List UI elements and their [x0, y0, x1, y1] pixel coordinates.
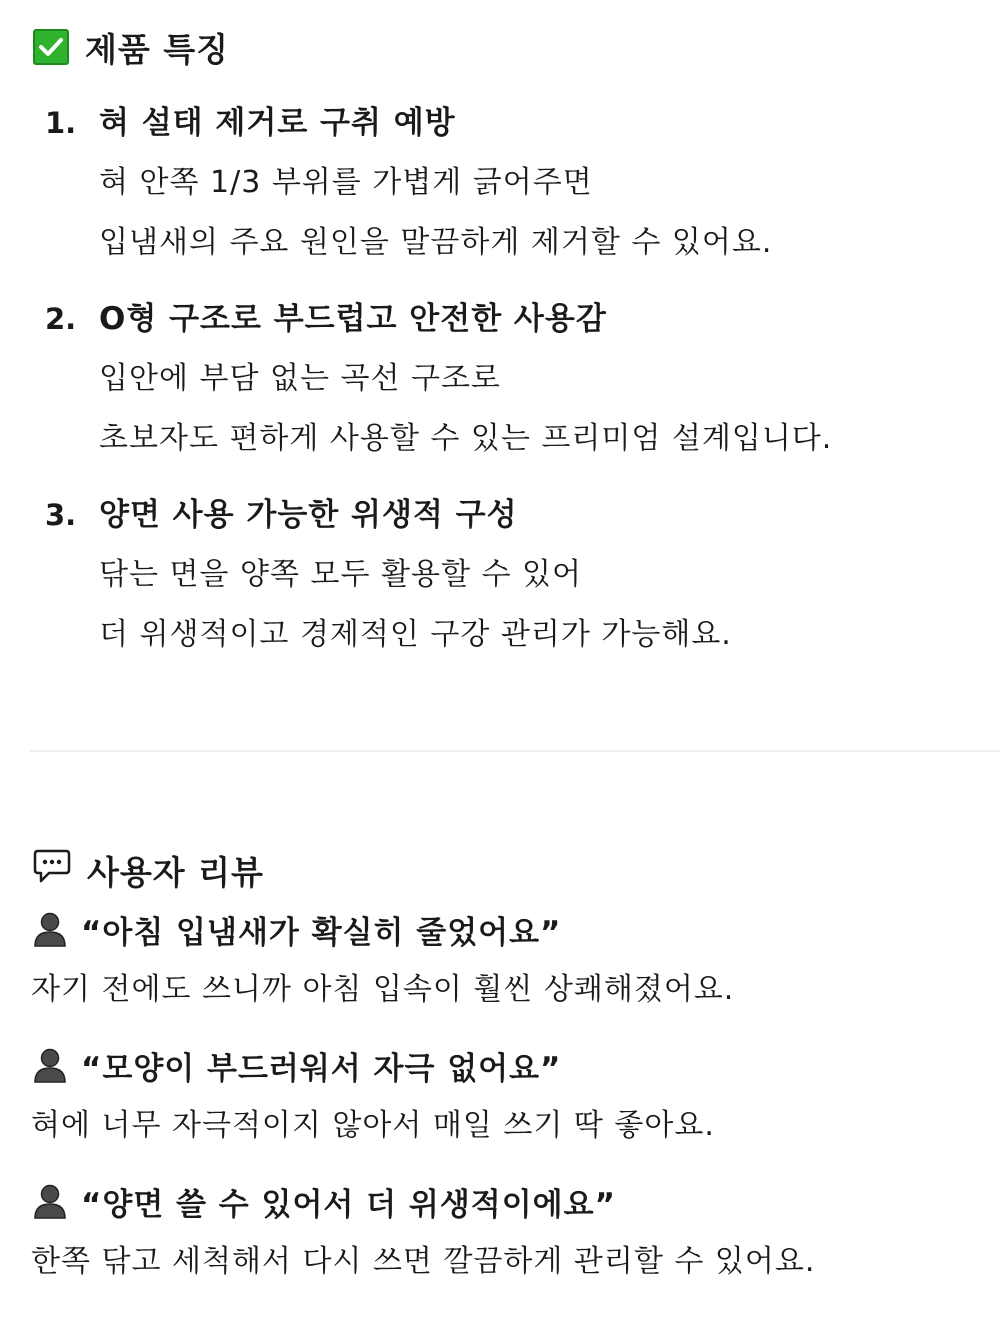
- feature-description-line: 닦는 면을 양쪽 모두 활용할 수 있어: [99, 557, 582, 592]
- feature-number: 3.: [45, 498, 77, 532]
- review-title: “모양이 부드러워서 자극 없어요”: [81, 1050, 562, 1087]
- reviews-heading-text: 사용자 리뷰: [87, 852, 264, 892]
- review-item: [33, 1034, 983, 1156]
- review-title: “아침 입냄새가 확실히 줄었어요”: [81, 914, 562, 951]
- feature-description-line: 입냄새의 주요 원인을 말끔하게 제거할 수 있어요.: [99, 225, 773, 260]
- feature-number: 1.: [45, 106, 77, 140]
- feature-title: O형 구조로 부드럽고 안전한 사용감: [99, 301, 607, 337]
- feature-description-line: 입안에 부담 없는 곡선 구조로: [99, 361, 501, 396]
- feature-number: 2.: [45, 302, 77, 336]
- person-silhouette-icon: [33, 1047, 67, 1083]
- feature-description-line: 초보자도 편하게 사용할 수 있는 프리미엄 설계입니다.: [99, 421, 833, 456]
- feature-description-line: 혀 안쪽 1/3 부위를 가볍게 긁어주면: [99, 165, 593, 200]
- features-section: [33, 22, 983, 665]
- feature-title: 양면 사용 가능한 위생적 구성: [99, 497, 518, 533]
- review-body: 한쪽 닦고 세척해서 다시 쓰면 깔끔하게 관리할 수 있어요.: [31, 1244, 816, 1279]
- speech-bubble-icon: [33, 848, 71, 892]
- reviews-section: [33, 842, 983, 1292]
- review-body: 혀에 너무 자극적이지 않아서 매일 쓰기 딱 좋아요.: [31, 1108, 715, 1143]
- review-title: “양면 쓸 수 있어서 더 위생적이에요”: [81, 1186, 616, 1223]
- review-item: [33, 1170, 983, 1292]
- review-item: [33, 898, 983, 1020]
- feature-item: [33, 93, 983, 273]
- features-heading: [33, 22, 983, 72]
- feature-item: [33, 485, 983, 665]
- review-body: 자기 전에도 쓰니까 아침 입속이 훨씬 상쾌해졌어요.: [31, 972, 735, 1007]
- section-divider: [30, 750, 1000, 752]
- review-title-row: [33, 1034, 983, 1096]
- check-mark-button-icon: [33, 29, 69, 65]
- reviews-heading: [33, 842, 983, 898]
- review-title-row: [33, 898, 983, 960]
- feature-item: [33, 289, 983, 469]
- features-heading-text: 제품 특징: [85, 29, 230, 69]
- review-title-row: [33, 1170, 983, 1232]
- person-silhouette-icon: [33, 911, 67, 947]
- feature-description-line: 더 위생적이고 경제적인 구강 관리가 가능해요.: [99, 617, 732, 652]
- person-silhouette-icon: [33, 1183, 67, 1219]
- feature-title: 혀 설태 제거로 구취 예방: [99, 105, 456, 141]
